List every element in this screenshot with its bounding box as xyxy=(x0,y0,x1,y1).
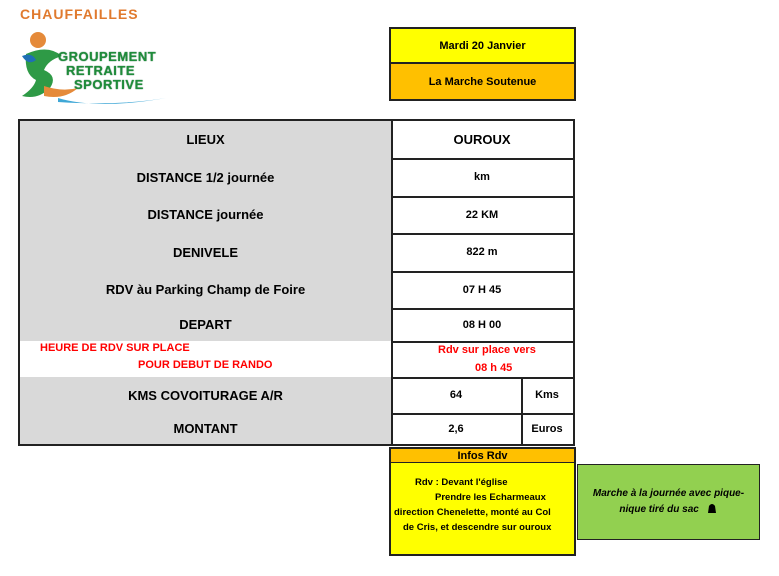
row-heure-rdv xyxy=(20,341,573,379)
montant-unit: Euros xyxy=(531,422,563,435)
covoiturage-unit: Kms xyxy=(535,389,559,401)
montant-value: 2,6 xyxy=(391,413,523,444)
picnic-note-line2-wrap xyxy=(593,502,744,518)
logo-line-3: SPORTIVE xyxy=(74,77,144,92)
row-montant xyxy=(20,413,573,444)
logo-line-1: GROUPEMENT xyxy=(58,49,157,64)
picnic-note xyxy=(577,464,760,540)
info-table xyxy=(18,119,575,446)
infos-body xyxy=(389,463,576,556)
row-denivele xyxy=(20,233,573,273)
infos-line-3: direction Chenelette, monté au Col xyxy=(394,507,551,518)
row-distance-half xyxy=(20,158,573,198)
heure-rdv-value-line2: 08 h 45 xyxy=(475,362,513,374)
lieux-value: OUROUX xyxy=(453,132,511,147)
depart-value: 08 H 00 xyxy=(462,318,502,331)
distance-full-value: 22 KM xyxy=(465,208,499,221)
row-distance-full xyxy=(20,196,573,235)
infos-line-1: Rdv : Devant l'église xyxy=(415,477,508,488)
club-logo xyxy=(18,26,168,110)
denivele-label: DENIVELE xyxy=(20,233,393,271)
row-lieux xyxy=(20,121,573,160)
denivele-value: 822 m xyxy=(466,246,498,258)
distance-full-label: DISTANCE journée xyxy=(20,196,393,233)
row-depart xyxy=(20,308,573,343)
picnic-note-line2: nique tiré du sac xyxy=(619,504,699,515)
depart-label: DEPART xyxy=(20,308,393,341)
row-rdv-parking xyxy=(20,271,573,310)
covoiturage-label: KMS COVOITURAGE A/R xyxy=(20,377,393,413)
infos-line-2: Prendre les Echarmeaux xyxy=(435,492,546,503)
heure-rdv-value-line1: Rdv sur place vers xyxy=(438,344,536,356)
activity-box: La Marche Soutenue xyxy=(389,62,576,101)
covoiturage-value: 64 xyxy=(391,377,523,413)
picnic-note-line1: Marche à la journée avec pique- xyxy=(592,488,745,499)
lieux-label: LIEUX xyxy=(20,121,393,158)
row-covoiturage xyxy=(20,377,573,415)
heure-rdv-label xyxy=(20,341,393,377)
date-box: Mardi 20 Janvier xyxy=(389,27,576,64)
rdv-parking-label: RDV àu Parking Champ de Foire xyxy=(20,271,393,308)
heure-rdv-label-line2: POUR DEBUT DE RANDO xyxy=(138,359,273,371)
club-name: CHAUFFAILLES xyxy=(20,6,139,22)
logo-line-2: RETRAITE xyxy=(66,63,135,78)
montant-label: MONTANT xyxy=(20,413,393,444)
rdv-parking-value: 07 H 45 xyxy=(462,283,502,296)
backpack-icon xyxy=(706,502,718,514)
infos-title: Infos Rdv xyxy=(389,447,576,464)
distance-half-value: km xyxy=(474,171,490,183)
distance-half-label: DISTANCE 1/2 journée xyxy=(20,158,393,196)
heure-rdv-label-line1: HEURE DE RDV SUR PLACE xyxy=(40,342,190,354)
infos-line-4: de Cris, et descendre sur ouroux xyxy=(403,522,552,533)
